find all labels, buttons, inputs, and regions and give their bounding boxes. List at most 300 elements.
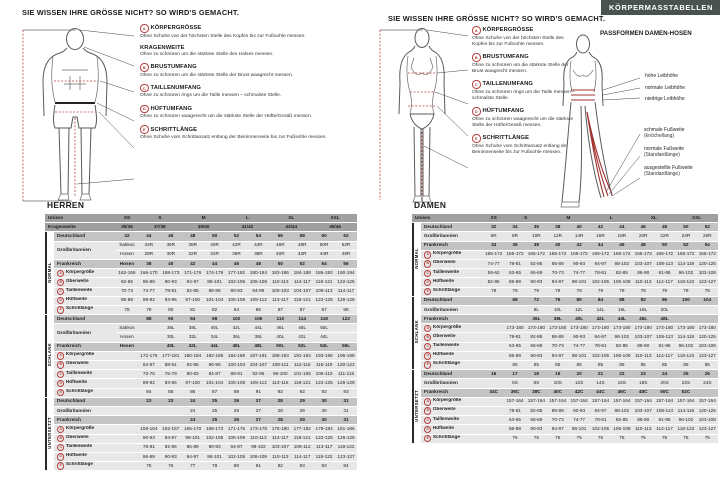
annotation-text: Ohne zu schnüren rings um die Taille messen – schmalste Stelle. <box>472 89 575 101</box>
value-cell: 168-173 <box>160 269 182 277</box>
table-row <box>45 370 357 378</box>
value-cell: 79 <box>504 288 525 296</box>
value-cell: 78-81 <box>590 269 611 277</box>
value-cell: 165-172 <box>654 251 675 259</box>
leg-label-name: ausgestellte Fußweite <box>644 165 693 171</box>
row-letter: C <box>424 417 431 424</box>
value-cell: 38C <box>526 389 547 397</box>
value-cell: 96 <box>654 297 675 305</box>
value-cell: 177-182 <box>291 425 313 433</box>
value-cell: 32 <box>483 223 504 231</box>
value-cell: 97-100 <box>182 379 204 387</box>
value-cell: 90-93 <box>568 333 589 341</box>
row-label <box>421 407 483 415</box>
value-cell: 76 <box>547 297 568 305</box>
value-cell: 173-180 <box>590 324 611 332</box>
value-cell: 38 <box>547 223 568 231</box>
row-letter: A <box>57 270 64 277</box>
value-cell: 92 <box>291 389 313 397</box>
value-cell: 24 <box>182 398 204 406</box>
row-label <box>421 379 483 387</box>
value-cell: 92 <box>269 389 291 397</box>
row-label-text: Schrittlänge <box>432 287 460 292</box>
value-cell: 184-188 <box>291 269 313 277</box>
value-cell: 118 <box>313 315 335 323</box>
value-cell: 98-102 <box>611 407 632 415</box>
row-label <box>54 389 116 397</box>
value-cell: 80 <box>160 306 182 314</box>
value-cell: 85 <box>697 361 718 369</box>
herren-size-table <box>45 213 357 471</box>
value-cell: 48 <box>654 223 675 231</box>
value-cell: 111-115 <box>335 370 357 378</box>
value-cell: 30L <box>160 333 182 341</box>
value-cell: 100 <box>675 297 696 305</box>
value-cell: 122-125 <box>313 435 335 443</box>
annotation-title: HÜFTUMFANG <box>150 105 193 112</box>
annotation-letter: A <box>472 26 481 35</box>
value-cell: 40C <box>547 389 568 397</box>
table-row <box>412 343 718 351</box>
row-label-text: Frankreich <box>424 315 448 321</box>
value-cell: 36C <box>504 389 525 397</box>
value-cell: 173-180 <box>568 324 589 332</box>
value-cell: 86-89 <box>138 278 160 286</box>
waist-height-labels <box>645 73 685 102</box>
value-cell <box>160 416 182 424</box>
row-label-text: Schrittlänge <box>432 361 460 366</box>
value-cell: 96-100 <box>269 370 291 378</box>
value-cell: 79 <box>611 288 632 296</box>
value-cell: 173-180 <box>504 324 525 332</box>
table-row <box>412 352 718 360</box>
value-cell: 29 <box>291 407 313 415</box>
value-cell: 46L <box>633 315 654 323</box>
value-cell: 84 <box>335 462 357 470</box>
row-letter: D <box>57 380 64 387</box>
group-label <box>45 315 54 397</box>
value-cell: 82-85 <box>182 288 204 296</box>
row-letter: B <box>424 260 431 267</box>
table-row <box>45 324 357 332</box>
waist-label: normale Leibhöhe <box>645 84 686 91</box>
row-letter: D <box>57 297 64 304</box>
value-cell <box>138 324 160 332</box>
value-cell: 70-73 <box>547 269 568 277</box>
value-cell: 34R <box>138 242 160 250</box>
table-row <box>412 389 718 397</box>
value-cell: 118-122 <box>675 425 696 433</box>
annotation-letter: E <box>140 125 149 134</box>
value-cell: 82-85 <box>160 444 182 452</box>
value-cell: 98-101 <box>568 278 589 286</box>
value-cell: 42C <box>568 389 589 397</box>
row-label-text: Hüftweite <box>65 379 87 384</box>
value-cell: 103-108 <box>697 269 718 277</box>
value-cell: 79 <box>526 288 547 296</box>
value-cell: 36 <box>504 242 525 250</box>
row-label <box>54 453 116 461</box>
value-cell: 30R <box>160 251 182 259</box>
value-cell: 109-112 <box>247 379 269 387</box>
value-cell: 87 <box>204 389 226 397</box>
value-cell: 44R <box>247 242 269 250</box>
table-row <box>412 223 718 231</box>
row-label <box>421 260 483 268</box>
value-cell: 52 <box>226 232 248 240</box>
value-cell: 85 <box>633 361 654 369</box>
header-label: Kragenweite <box>45 223 116 231</box>
value-cell: 182-186 <box>204 352 226 360</box>
value-cell: 193-196 <box>313 352 335 360</box>
value-cell: 27 <box>247 407 269 415</box>
row-letter: B <box>424 407 431 414</box>
table-row <box>45 435 357 443</box>
value-cell: 106-109 <box>611 425 632 433</box>
row-label <box>54 379 116 387</box>
annotation-letter: D <box>140 105 149 114</box>
value-cell: 173-180 <box>675 324 696 332</box>
value-cell: 82-85 <box>526 260 547 268</box>
row-label <box>54 288 116 296</box>
value-cell: 46 <box>633 223 654 231</box>
leg-label-name: schmale Fußweite <box>644 127 685 133</box>
value-cell: 118-121 <box>313 278 335 286</box>
value-cell: 122-125 <box>313 297 335 305</box>
value-cell: 86-90 <box>633 343 654 351</box>
annotation-title: SCHRITTLÄNGE <box>150 126 198 133</box>
value-cell <box>697 315 718 323</box>
group-label-text: SCHLANK <box>414 320 420 344</box>
value-cell: 22R <box>654 232 675 240</box>
value-cell: 6S <box>504 379 525 387</box>
leg-label <box>644 127 693 139</box>
value-cell: 22 <box>138 398 160 406</box>
value-cell: 94-97 <box>226 444 248 452</box>
value-cell: 110-113 <box>269 453 291 461</box>
value-cell: 75 <box>504 435 525 443</box>
table-row <box>412 379 718 387</box>
annotation-title: HÜFTUMFANG <box>482 108 525 115</box>
value-cell: 34R <box>204 251 226 259</box>
row-letter: E <box>57 462 64 469</box>
value-cell: 44L <box>204 343 226 351</box>
table-row <box>45 232 357 240</box>
value-cell: 165-172 <box>675 251 696 259</box>
row-label <box>54 324 116 341</box>
value-cell: 25 <box>204 398 226 406</box>
value-cell: 21 <box>590 370 611 378</box>
value-cell: 34L <box>204 333 226 341</box>
row-label <box>421 416 483 424</box>
table-row <box>45 389 357 397</box>
row-label-text: Oberweite <box>65 361 89 366</box>
value-cell <box>483 407 504 415</box>
value-cell: 126-129 <box>335 297 357 305</box>
row-label <box>421 315 483 323</box>
value-cell: 36L <box>160 324 182 332</box>
annotation-item <box>140 24 354 40</box>
value-cell: 157-164 <box>633 398 654 406</box>
value-cell: 75 <box>590 435 611 443</box>
value-cell: 82-85 <box>526 407 547 415</box>
value-cell: 106-109 <box>247 278 269 286</box>
table-row <box>412 288 718 296</box>
value-cell: 120-125 <box>697 333 718 341</box>
value-cell: 74-77 <box>568 269 589 277</box>
value-cell: 30 <box>313 407 335 415</box>
value-cell: 29 <box>291 416 313 424</box>
value-cell: 175-180 <box>269 425 291 433</box>
value-cell: 94-97 <box>590 333 611 341</box>
value-cell: 8R <box>504 232 525 240</box>
pants-fit-figure-illustration <box>552 34 642 208</box>
value-cell: 171-176 <box>226 425 248 433</box>
annotation-letter: E <box>472 134 481 143</box>
value-cell: 173-180 <box>654 324 675 332</box>
value-cell: 98-101 <box>568 425 589 433</box>
value-cell: 79 <box>483 288 504 296</box>
value-cell: 106-109 <box>611 278 632 286</box>
value-cell: 114-117 <box>291 453 313 461</box>
value-cell: 70-73 <box>547 343 568 351</box>
value-cell: 10S <box>547 379 568 387</box>
row-label-text: Großbritannien <box>424 233 458 239</box>
value-cell: 94-97 <box>182 453 204 461</box>
row-label <box>54 278 116 286</box>
value-cell <box>116 315 138 323</box>
value-cell: 81 <box>247 462 269 470</box>
value-cell <box>483 306 504 314</box>
value-cell: 106 <box>247 315 269 323</box>
row-label-text: Frankreich <box>57 416 81 422</box>
value-cell: 94-99 <box>247 288 269 296</box>
value-cell: 74-77 <box>568 343 589 351</box>
value-cell: 24 <box>654 370 675 378</box>
value-cell: 104 <box>697 297 718 305</box>
size-header-cell: M <box>547 214 590 222</box>
value-cell: 118-122 <box>335 444 357 452</box>
value-cell: 82-85 <box>611 343 632 351</box>
value-cell: 189-193 <box>269 352 291 360</box>
value-cell: 114-117 <box>654 425 675 433</box>
value-cell: 60 <box>313 232 335 240</box>
leg-label-name: normale Fußweite <box>644 146 685 152</box>
value-cell: 63-65 <box>504 269 525 277</box>
value-cell: Hosen <box>116 251 138 259</box>
value-cell <box>116 444 138 452</box>
value-cell: 34C <box>483 389 504 397</box>
value-cell: 82-85 <box>483 278 504 286</box>
value-cell: 36R <box>160 242 182 250</box>
value-cell: 114 <box>291 315 313 323</box>
group-label-text: UNTERSETZT <box>414 389 420 422</box>
value-cell: 78-81 <box>504 333 525 341</box>
value-cell: 162-167 <box>160 425 182 433</box>
value-cell <box>138 416 160 424</box>
value-cell: 165-172 <box>590 251 611 259</box>
row-label-text: Frankreich <box>424 389 448 395</box>
value-cell: 24 <box>182 407 204 415</box>
value-cell: 179-184 <box>313 425 335 433</box>
value-cell: 91-95 <box>654 269 675 277</box>
value-cell: 52R <box>335 242 357 250</box>
value-cell: 118-121 <box>291 435 313 443</box>
value-cell: 74-77 <box>138 288 160 296</box>
row-letter: A <box>424 325 431 332</box>
annotation-item <box>140 125 354 141</box>
table-row <box>412 370 718 378</box>
value-cell: 118-121 <box>291 297 313 305</box>
value-cell: 79 <box>590 288 611 296</box>
value-cell: 40R <box>269 251 291 259</box>
damen-table-title: DAMEN <box>414 200 447 210</box>
value-cell: 114-119 <box>675 260 696 268</box>
row-label-text: Deutschland <box>57 315 86 321</box>
value-cell: 84 <box>138 389 160 397</box>
value-cell: 78-81 <box>138 444 160 452</box>
value-cell: 76-79 <box>160 370 182 378</box>
table-row <box>412 407 718 415</box>
value-cell: 98-102 <box>611 260 632 268</box>
value-cell: 90-93 <box>226 288 248 296</box>
value-cell: 79 <box>568 288 589 296</box>
value-cell: 75 <box>654 435 675 443</box>
value-cell: 86 <box>247 306 269 314</box>
value-cell: 118-122 <box>313 453 335 461</box>
value-cell: Sakkos <box>116 242 138 250</box>
value-cell: 38R <box>247 251 269 259</box>
row-label-text: Körpergröße <box>65 425 95 430</box>
annotation-text: Ohne zu schnüren um die stärkste Stelle des Halses messen. <box>140 51 274 57</box>
value-cell: 96-102 <box>675 416 696 424</box>
row-label-text: Deutschland <box>57 233 86 239</box>
row-label-text: Großbritannien <box>57 329 91 335</box>
value-cell: 10L <box>547 306 568 314</box>
value-cell: 25 <box>675 370 696 378</box>
value-cell: 36L <box>526 315 547 323</box>
page-badge: KÖRPERMASSTABELLEN <box>601 0 720 15</box>
leg-label <box>644 146 693 158</box>
value-cell: 66-69 <box>526 416 547 424</box>
value-cell <box>483 379 504 387</box>
value-cell: 126-129 <box>335 379 357 387</box>
row-label <box>54 416 116 424</box>
value-cell: 52L <box>291 343 313 351</box>
value-cell: 177-182 <box>226 269 248 277</box>
value-cell: 108-113 <box>654 407 675 415</box>
annotation-title: TAILLENUMFANG <box>150 85 201 92</box>
value-cell: 42L <box>291 333 313 341</box>
value-cell: 32L <box>182 333 204 341</box>
value-cell: 31 <box>335 407 357 415</box>
value-cell: 88-91 <box>160 361 182 369</box>
row-label-text: Großbritannien <box>424 306 458 312</box>
value-cell: 44 <box>204 260 226 268</box>
value-cell: 120-123 <box>335 361 357 369</box>
row-label <box>421 435 483 443</box>
value-cell: 108-111 <box>269 361 291 369</box>
value-cell: 103-107 <box>633 407 654 415</box>
value-cell: 86 <box>182 389 204 397</box>
value-cell: 46C <box>611 389 632 397</box>
value-cell: 104-107 <box>247 361 269 369</box>
value-cell: 102-105 <box>204 435 226 443</box>
value-cell: 38L <box>247 333 269 341</box>
left-annotations <box>140 24 354 146</box>
value-cell: 109-113 <box>313 288 335 296</box>
value-cell: 103-108 <box>697 416 718 424</box>
table-row <box>412 361 718 369</box>
row-label-text: Oberweite <box>432 406 456 412</box>
table-row <box>412 324 718 332</box>
table-row <box>412 232 718 240</box>
value-cell: 25 <box>204 407 226 415</box>
value-cell: 82-85 <box>526 333 547 341</box>
annotation-title: TAILLENUMFANG <box>482 81 533 88</box>
table-row <box>45 269 357 277</box>
value-cell: 40 <box>568 223 589 231</box>
row-label <box>421 398 483 406</box>
value-cell: 101-105 <box>291 370 313 378</box>
value-cell <box>335 324 357 332</box>
value-cell: 123-127 <box>335 453 357 461</box>
value-cell: 157-164 <box>547 398 568 406</box>
value-cell: 46 <box>611 242 632 250</box>
value-cell: 77 <box>182 462 204 470</box>
value-cell: 75 <box>633 435 654 443</box>
row-label <box>54 242 116 259</box>
value-cell <box>483 398 504 406</box>
row-label-text: Hüftweite <box>432 425 454 430</box>
value-cell: 10R <box>526 232 547 240</box>
table-row <box>412 315 718 323</box>
value-cell: 20L <box>654 306 675 314</box>
value-cell: 48L <box>291 324 313 332</box>
value-cell: 114-119 <box>675 333 696 341</box>
value-cell: 162-166 <box>116 269 138 277</box>
value-cell: 108-112 <box>291 444 313 452</box>
value-cell: 100-103 <box>269 288 291 296</box>
row-label <box>421 306 483 314</box>
value-cell: 114-117 <box>335 288 357 296</box>
size-header-cell: XS <box>483 214 504 222</box>
value-cell: 120-125 <box>697 260 718 268</box>
row-label-text: Körpergröße <box>432 250 462 256</box>
value-cell: 89-92 <box>138 379 160 387</box>
annotation-item <box>140 105 354 121</box>
row-label-text: Oberweite <box>65 434 89 439</box>
value-cell: 82-85 <box>611 269 632 277</box>
value-cell <box>675 306 696 314</box>
value-cell: 44L <box>611 315 632 323</box>
row-label <box>54 269 116 277</box>
value-cell: 165-172 <box>611 251 632 259</box>
header-label: Unisex <box>45 214 116 222</box>
value-cell: 78-81 <box>504 260 525 268</box>
row-letter: E <box>57 389 64 396</box>
value-cell: 24R <box>675 232 696 240</box>
value-cell: 72 <box>526 297 547 305</box>
size-header-cell: L <box>226 214 270 222</box>
row-label <box>54 462 116 470</box>
value-cell: 52 <box>697 223 718 231</box>
value-cell: 20 <box>568 370 589 378</box>
table-row <box>412 398 718 406</box>
table-row <box>45 297 357 305</box>
value-cell: 70-73 <box>547 416 568 424</box>
value-cell: 32R <box>182 251 204 259</box>
